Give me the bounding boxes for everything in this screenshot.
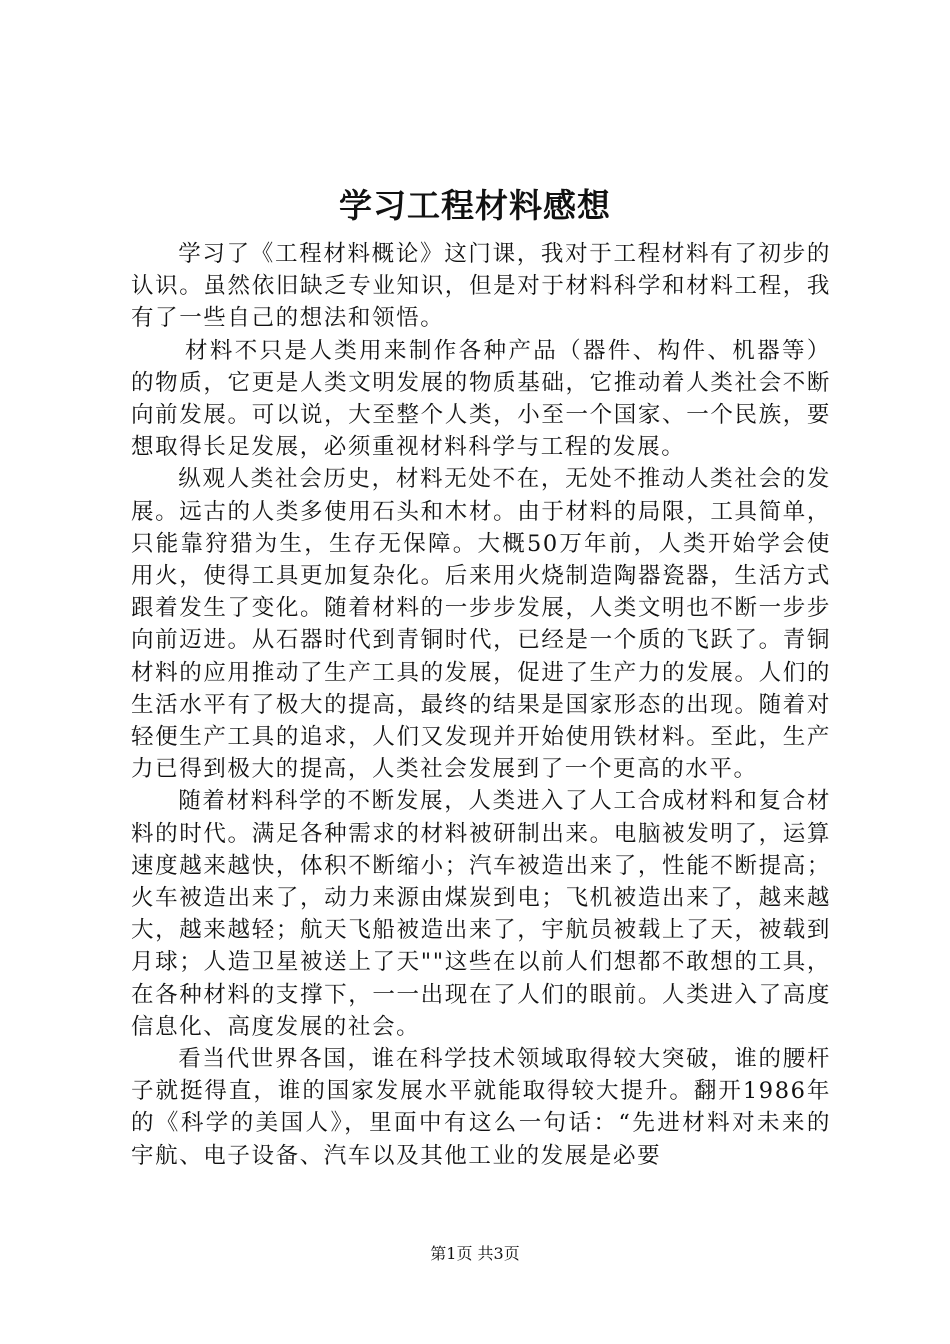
document-title: 学习工程材料感想: [339, 186, 611, 225]
paragraph-contemporary: 看当代世界各国，谁在科学技术领域取得较大突破，谁的腰杆子就挺得直，谁的国家发展水平就能取得较大提升。翻开1986年的《科学的美国人》，里面中有这么一句话：“先进材料对未来的宇航、电子设备、汽车以及其他工业的发展是必要: [131, 1046, 831, 1169]
paragraph-modern-materials: 随着材料科学的不断发展，人类进入了人工合成材料和复合材料的时代。满足各种需求的材料被研制出来。电脑被发明了，运算速度越来越快，体积不断缩小；汽车被造出来了，性能不断提高；火车被造出来了，动力来源由煤炭到电；飞机被造出来了，越来越大，越来越轻；航天飞船被造出来了，宇航员被载上了天，被载到月球；人造卫星被送上了天""这些在以前人们想都不敢想的工具，在各种材料的支撑下，一一出现在了人们的眼前。人类进入了高度信息化、高度发展的社会。: [131, 788, 831, 1040]
paragraph-history: 纵观人类社会历史，材料无处不在，无处不推动人类社会的发展。远古的人类多使用石头和木材。由于材料的局限，工具简单，只能靠狩猎为生，生存无保障。大概50万年前，人类开始学会使用火，使得工具更加复杂化。后来用火烧制造陶器瓷器，生活方式跟着发生了变化。随着材料的一步步发展，人类文明也不断一步步向前迈进。从石器时代到青铜时代，已经是一个质的飞跃了。青铜材料的应用推动了生产工具的发展，促进了生产力的发展。人们的生活水平有了极大的提高，最终的结果是国家形态的出现。随着对轻便生产工具的追求，人们又发现并开始使用铁材料。至此，生产力已得到极大的提高，人类社会发展到了一个更高的水平。: [131, 466, 831, 783]
paragraph-intro: 学习了《工程材料概论》这门课，我对于工程材料有了初步的认识。虽然依旧缺乏专业知识，但是对于材料科学和材料工程，我有了一些自己的想法和领悟。: [131, 241, 831, 332]
document-body: [131, 238, 831, 1172]
page-footer: [0, 1243, 950, 1265]
paragraph-material-foundation: 材料不只是人类用来制作各种产品（器件、构件、机器等）的物质，它更是人类文明发展的物质基础，它推动着人类社会不断向前发展。可以说，大至整个人类，小至一个国家、一个民族，要想取得长足发展，必须重视材料科学与工程的发展。: [131, 337, 831, 461]
page-number: 第1页 共3页: [430, 1244, 520, 1263]
